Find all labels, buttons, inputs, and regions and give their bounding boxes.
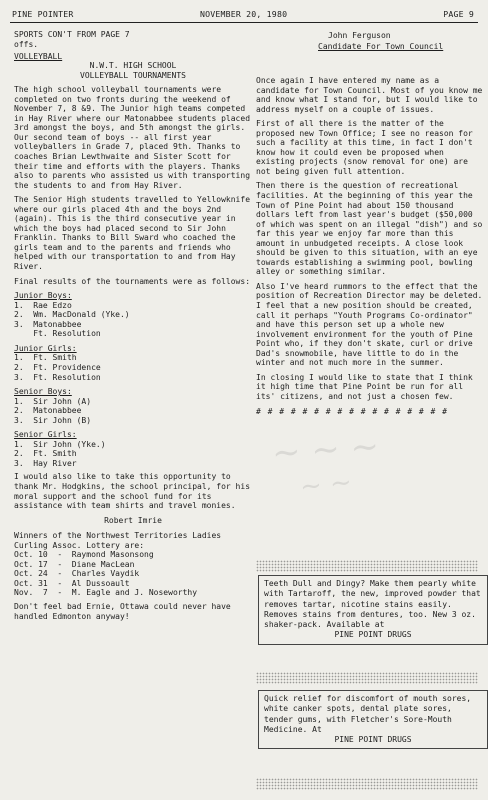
header-rule	[10, 22, 478, 23]
stipple-border	[256, 560, 478, 572]
sports-column	[14, 40, 252, 621]
curling-winners-list	[14, 550, 252, 598]
continued-fragment: offs.	[14, 40, 39, 49]
page-header	[10, 4, 478, 26]
page-number: PAGE 9	[443, 9, 474, 19]
results-list-senior-boys	[14, 397, 252, 426]
result-item: 1. Sir John (A)	[14, 396, 92, 406]
result-item: 2. Ft. Providence	[14, 362, 101, 372]
ad-text: Quick relief for discomfort of mouth sores, white canker spots, dental plate sores, tender gums, with Fletcher's Sore-Mouth Medicine. At	[264, 694, 472, 734]
result-item: 1. Ft. Smith	[14, 353, 77, 363]
result-item: Ft. Resolution	[14, 329, 101, 339]
ad-store: PINE POINT DRUGS	[334, 630, 412, 640]
stipple-border	[256, 778, 478, 790]
issue-date: NOVEMBER 20, 1980	[200, 9, 288, 19]
stipple-border	[256, 672, 478, 684]
bleed-through-scribble: ~ ~ ~	[270, 426, 381, 474]
paragraph: Final results of the tournaments were as follows:	[14, 276, 251, 286]
tartaroff-ad	[258, 575, 488, 645]
result-item: 2. Matonabbee	[14, 406, 82, 416]
paragraph: The Senior High students travelled to Yellowknife where our girls placed 4th and the boys 2nd (again). This is the third consecutive year in which the boys had placed second to Sir John Franklin. Thanks to Bill Sward who coached the girls team and to the parents and friends who helped with our transportation to and from Hay River.	[14, 195, 251, 272]
paragraph: In closing I would like to state that I think it high time that Pine Point be run for all its' citizens, and not just a chosen few.	[256, 372, 473, 401]
result-item: 2. Ft. Smith	[14, 449, 77, 459]
paragraph: I would also like to take this opportunity to thank Mr. Hodgkins, the school principal, for his moral support and the school fund for its assistance with team shirts and travel monies.	[14, 472, 251, 511]
curling-intro: Winners of the Northwest Territories Ladies Curling Assoc. Lottery are:	[14, 531, 222, 550]
subheading: N.W.T. HIGH SCHOOL	[89, 61, 177, 71]
closing-note: Don't feel bad Ernie, Ottawa could never have handled Edmonton anyway!	[14, 601, 231, 621]
bleed-through-scribble: ~ ~	[298, 467, 354, 503]
article-title: Candidate For Town Council	[318, 42, 444, 51]
author-name: John Ferguson	[328, 31, 391, 40]
paragraph: First of all there is the matter of the proposed new Town Office; I see no reason for such a facility at this time, in fact I don't know how it could even be proposed when existing projects (snow removal for one) are not being given full attention.	[256, 119, 473, 176]
result-item: 1. Sir John (Yke.)	[14, 439, 106, 449]
ad-store: PINE POINT DRUGS	[334, 735, 412, 745]
fletcher-ad	[258, 690, 488, 749]
result-item: 3. Matonabbee	[14, 319, 82, 329]
lottery-winner: Oct. 10 - Raymond Masonsong	[14, 550, 154, 560]
result-item: 3. Hay River	[14, 458, 77, 468]
result-item: 1. Rae Edzo	[14, 300, 72, 310]
article-byline-block	[318, 30, 443, 52]
paragraph: Once again I have entered my name as a candidate for Town Council. Most of you know me and know what I stand for, but I would like to address myself on a couple of issues.	[256, 76, 483, 114]
divider-hashes: # # # # # # # # # # # # # # # # #	[256, 406, 448, 416]
lottery-winner: Oct. 17 - Diane MacLean	[14, 559, 135, 569]
results-list-junior-girls	[14, 353, 252, 382]
paper-name: PINE POINTER	[12, 9, 74, 19]
continued-note: SPORTS CON'T FROM PAGE 7	[14, 30, 130, 39]
results-list-senior-girls	[14, 440, 252, 469]
paragraph: Then there is the question of recreational facilities. At the beginning of this year the Town of Pine Point had about 150 thousand dollars left from last year's budget ($50,000 of which was spent on an illegal "dish") and so far this year we enjoy far more than this amount in unbudgeted receipts. A close look should be given to this situation, with an eye towards establishing a swimming pool, bowling alley or something similar.	[256, 181, 483, 277]
ad-text: Teeth Dull and Dingy? Make them pearly white with Tartaroff, the new, improved powder that removes tartar, nicotine stains easily. Removes stains from dentures, too. New 3 oz. shaker-pack. Available at	[264, 579, 481, 630]
result-item: 3. Ft. Resolution	[14, 372, 101, 382]
lottery-winner: Nov. 7 - M. Eagle and J. Noseworthy	[14, 588, 198, 598]
results-heading-senior-boys: Senior Boys:	[14, 387, 72, 397]
section-heading: VOLLEYBALL	[14, 51, 63, 61]
subheading: VOLLEYBALL TOURNAMENTS	[80, 70, 186, 80]
paragraph: Also I've heard rummors to the effect that the position of Recreation Director may be deleted. I feel that a new position should be created, call it perhaps "Youth Programs Co-ordinator" and have this person set up a whole new involvement environment for the youth of Pine Point who, if they don't skate, curl or drive Dad's snowmobile, have little to do in the winter and not much more in the summer.	[256, 281, 483, 368]
results-heading-junior-boys: Junior Boys:	[14, 291, 72, 301]
results-heading-senior-girls: Senior Girls:	[14, 430, 77, 440]
lottery-winner: Oct. 31 - Al Dussoault	[14, 578, 130, 588]
results-list-junior-boys	[14, 301, 252, 339]
result-item: 2. Wm. MacDonald (Yke.)	[14, 310, 130, 320]
paragraph: The high school volleyball tournaments were completed on two fronts during the weekend of November 7, 8 &9. The Junior high teams competed in Hay River where our Matonabbee students placed 3rd amongst the boys, and 5th amongst the girls. Our second team of boys -- all first year volleyballers in Grade 7, placed 9th. Thanks to coaches Brian Lewthwaite and Sister Scott for their time and efforts with the players. Thanks also to parents who assisted us with transporting the students to and from Hay River.	[14, 85, 251, 190]
sports-byline: Robert Imrie	[104, 515, 162, 525]
lottery-winner: Oct. 24 - Charles Vaydik	[14, 569, 140, 579]
result-item: 3. Sir John (B)	[14, 415, 92, 425]
results-heading-junior-girls: Junior Girls:	[14, 343, 77, 353]
candidate-column	[256, 76, 484, 416]
